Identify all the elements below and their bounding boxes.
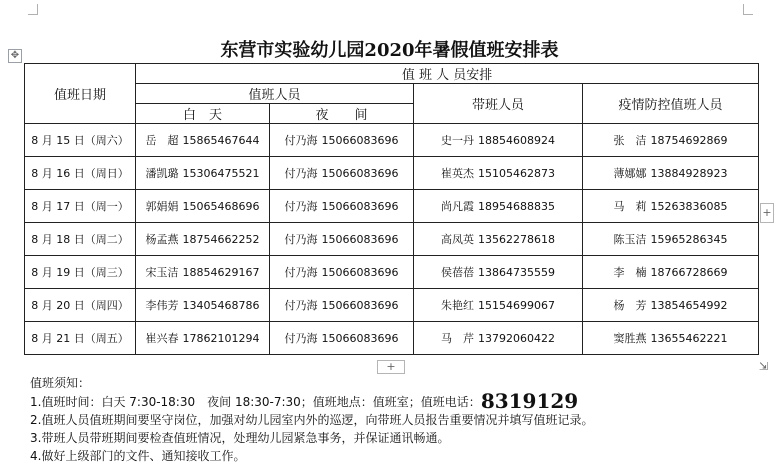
staff-name: 侯蓓蓓 (441, 266, 474, 279)
staff-name: 高凤英 (441, 233, 474, 246)
date-cell[interactable] (25, 157, 136, 190)
date-cell[interactable] (25, 124, 136, 157)
staff-name: 杨 芳 (613, 299, 647, 312)
table-row (25, 124, 759, 157)
epidemic-cell[interactable] (583, 256, 759, 289)
date-text: 8 月 15 日（周六） (31, 134, 129, 147)
day-cell[interactable] (136, 157, 270, 190)
staff-name: 岳 超 (145, 134, 179, 147)
document-title: 东营市实验幼儿园2020年暑假值班安排表 (220, 40, 559, 61)
night-cell[interactable] (270, 157, 414, 190)
staff-phone: 13884928923 (650, 167, 728, 180)
date-text: 8 月 19 日（周三） (31, 266, 129, 279)
staff-phone: 15066083696 (321, 299, 399, 312)
notes-line-2: 2.值班人员值班期间要坚守岗位，加强对幼儿园室内外的巡逻，向带班人员报告重要情况并填写值班记录。 (30, 413, 594, 427)
staff-phone: 15066083696 (321, 134, 399, 147)
staff-name: 马 莉 (613, 200, 647, 213)
date-cell[interactable] (25, 256, 136, 289)
staff-phone: 15066083696 (321, 200, 399, 213)
add-column-button[interactable]: + (760, 203, 774, 223)
staff-name: 付乃海 (284, 332, 318, 345)
duty-phone-number: 8319129 (480, 389, 579, 413)
epidemic-cell[interactable] (583, 223, 759, 256)
staff-phone: 18766728669 (650, 266, 728, 279)
day-cell[interactable] (136, 190, 270, 223)
staff-phone: 13792060422 (478, 332, 555, 345)
duty-schedule-table (24, 63, 759, 355)
staff-phone: 15065468696 (182, 200, 260, 213)
header-day: 白 天 (136, 104, 270, 124)
staff-phone: 15105462873 (478, 167, 555, 180)
lead-cell[interactable] (414, 124, 583, 157)
staff-phone: 18754662252 (182, 233, 260, 246)
staff-name: 窦胜燕 (613, 332, 647, 345)
lead-cell[interactable] (414, 157, 583, 190)
epidemic-cell[interactable] (583, 124, 759, 157)
staff-phone: 15066083696 (321, 332, 399, 345)
night-cell[interactable] (270, 256, 414, 289)
night-cell[interactable] (270, 124, 414, 157)
header-night: 夜 间 (270, 104, 414, 124)
day-cell[interactable] (136, 223, 270, 256)
staff-phone: 15263836085 (650, 200, 728, 213)
epidemic-cell[interactable] (583, 322, 759, 355)
staff-name: 宋玉洁 (145, 266, 179, 279)
staff-phone: 18854608924 (478, 134, 555, 147)
table-row (25, 289, 759, 322)
date-cell[interactable] (25, 190, 136, 223)
night-cell[interactable] (270, 289, 414, 322)
night-cell[interactable] (270, 223, 414, 256)
staff-phone: 17862101294 (182, 332, 260, 345)
lead-cell[interactable] (414, 223, 583, 256)
night-cell[interactable] (270, 190, 414, 223)
table-resize-icon[interactable]: ⇲ (759, 360, 769, 373)
page-corner-mark-left (28, 4, 38, 15)
staff-name: 付乃海 (284, 134, 318, 147)
staff-name: 付乃海 (284, 299, 318, 312)
staff-phone: 13864735559 (478, 266, 555, 279)
staff-name: 付乃海 (284, 233, 318, 246)
table-move-handle-icon[interactable]: ✥ (8, 49, 22, 63)
staff-phone: 13655462221 (650, 332, 728, 345)
date-text: 8 月 21 日（周五） (31, 332, 129, 345)
date-text: 8 月 17 日（周一） (31, 200, 129, 213)
staff-name: 薄娜娜 (613, 167, 647, 180)
staff-name: 崔兴春 (145, 332, 179, 345)
header-date: 值班日期 (25, 64, 136, 124)
table-row (25, 223, 759, 256)
staff-phone: 15306475521 (182, 167, 260, 180)
staff-name: 郭娟娟 (145, 200, 179, 213)
table-row (25, 190, 759, 223)
date-text: 8 月 20 日（周四） (31, 299, 129, 312)
staff-phone: 13405468786 (182, 299, 260, 312)
staff-name: 付乃海 (284, 266, 318, 279)
staff-phone: 18854629167 (182, 266, 260, 279)
staff-name: 尚凡霞 (441, 200, 474, 213)
page-corner-mark-right (743, 4, 753, 15)
duty-notes (30, 374, 593, 465)
table-row (25, 157, 759, 190)
staff-name: 崔英杰 (441, 167, 474, 180)
staff-name: 朱艳红 (441, 299, 474, 312)
lead-cell[interactable] (414, 190, 583, 223)
staff-phone: 18954688835 (478, 200, 555, 213)
lead-cell[interactable] (414, 256, 583, 289)
staff-name: 张 洁 (613, 134, 647, 147)
staff-phone: 15066083696 (321, 167, 399, 180)
notes-line-1-text: 1.值班时间：白天 7:30-18:30 夜间 18:30-7:30；值班地点：值班室；值班电话： (30, 395, 481, 409)
date-text: 8 月 18 日（周二） (31, 233, 129, 246)
date-cell[interactable] (25, 289, 136, 322)
staff-name: 李伟芳 (145, 299, 179, 312)
notes-line-1 (30, 389, 593, 413)
date-cell[interactable] (25, 223, 136, 256)
staff-phone: 15066083696 (321, 266, 399, 279)
table-row (25, 256, 759, 289)
staff-name: 付乃海 (284, 200, 318, 213)
notes-line-3: 3.带班人员带班期间要检查值班情况，处理幼儿园紧急事务，并保证通讯畅通。 (30, 431, 450, 445)
staff-phone: 15154699067 (478, 299, 555, 312)
staff-phone: 13562278618 (478, 233, 555, 246)
notes-line-4: 4.做好上级部门的文件、通知接收工作。 (30, 449, 246, 463)
staff-name: 马 芹 (441, 332, 474, 345)
staff-name: 杨孟燕 (145, 233, 179, 246)
header-duty-staff: 值班人员 (136, 84, 414, 104)
date-cell[interactable] (25, 322, 136, 355)
header-epidemic: 疫情防控值班人员 (583, 84, 759, 124)
staff-phone: 15965286345 (650, 233, 728, 246)
add-row-button[interactable]: + (377, 360, 405, 374)
staff-phone: 13854654992 (650, 299, 728, 312)
epidemic-cell[interactable] (583, 157, 759, 190)
day-cell[interactable] (136, 289, 270, 322)
staff-phone: 15066083696 (321, 233, 399, 246)
date-text: 8 月 16 日（周日） (31, 167, 129, 180)
day-cell[interactable] (136, 256, 270, 289)
staff-phone: 15865467644 (182, 134, 260, 147)
notes-heading: 值班须知： (30, 376, 91, 390)
staff-name: 李 楠 (613, 266, 647, 279)
epidemic-cell[interactable] (583, 190, 759, 223)
header-lead: 带班人员 (414, 84, 583, 124)
epidemic-cell[interactable] (583, 289, 759, 322)
lead-cell[interactable] (414, 289, 583, 322)
staff-name: 陈玉洁 (613, 233, 647, 246)
night-cell[interactable] (270, 322, 414, 355)
table-row (25, 322, 759, 355)
day-cell[interactable] (136, 322, 270, 355)
staff-name: 付乃海 (284, 167, 318, 180)
staff-name: 史一丹 (441, 134, 474, 147)
lead-cell[interactable] (414, 322, 583, 355)
staff-name: 潘凯璐 (145, 167, 179, 180)
header-arrangement: 值 班 人 员安排 (136, 64, 759, 84)
staff-phone: 18754692869 (650, 134, 728, 147)
day-cell[interactable] (136, 124, 270, 157)
